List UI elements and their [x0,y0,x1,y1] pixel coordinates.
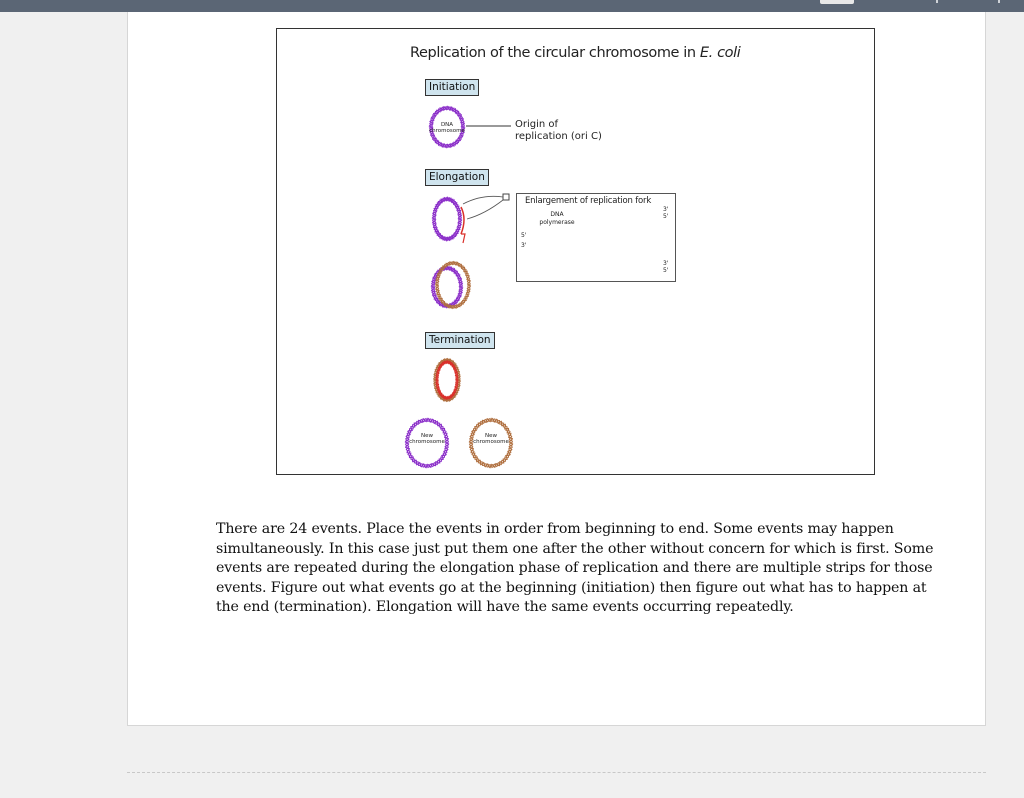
page-divider [127,772,986,773]
strand-label-3-bottom: 3' [663,260,669,267]
replication-figure [276,28,875,475]
dna-polymerase-label: DNA polymerase [539,211,575,226]
strand-label-5-top: 5' [663,213,669,220]
phase-label-initiation: Initiation [425,79,479,96]
elongation-1-fork-marker [461,234,465,243]
enlargement-connector-2 [467,200,503,219]
replication-fork-enlargement [516,193,676,282]
figure-title-organism: E. coli [699,45,741,61]
browser-top-bar [0,0,1024,12]
strand-label-3-top: 3' [663,206,669,213]
enlargement-title: Enlargement of replication fork [525,196,652,206]
phase-label-elongation: Elongation [425,169,489,186]
phase-label-termination: Termination [425,332,495,349]
diagram-shapes [406,107,662,468]
enlargement-connector-1 [463,196,503,204]
new-chromosome-label-left: New chromosome [409,433,445,445]
instructions-text: There are 24 events. Place the events in order from beginning to end. Some events may happen simultaneously. In this case just put them one after the other without concern for which is first. Some events are repeated during the elongation phase of replication and there are multiple strips for those events. Figure out what events go at the beginning (initiation) then figure out what has to happen at the end (termination). Elongation will have the same events occurring repeatedly. [216,521,934,616]
top-bar-divider [998,0,1000,3]
strand-label-3-left: 3' [521,242,527,249]
top-bar-divider [936,0,938,3]
dna-chromosome-label: DNA chromosome [429,122,465,134]
figure-title: Replication of the circular chromosome in E. coli [410,45,741,61]
origin-of-replication-label: Origin of replication (ori C) [515,119,602,142]
elongation-chromosome-1 [433,198,462,241]
strand-label-5-left: 5' [521,232,527,239]
enlargement-marker-box [503,194,509,200]
new-chromosome-label-right: New chromosome [473,433,509,445]
strand-label-5-bottom: 5' [663,267,669,274]
termination-chromosome-inner-strand2 [436,361,458,399]
top-bar-tab[interactable] [820,0,854,4]
